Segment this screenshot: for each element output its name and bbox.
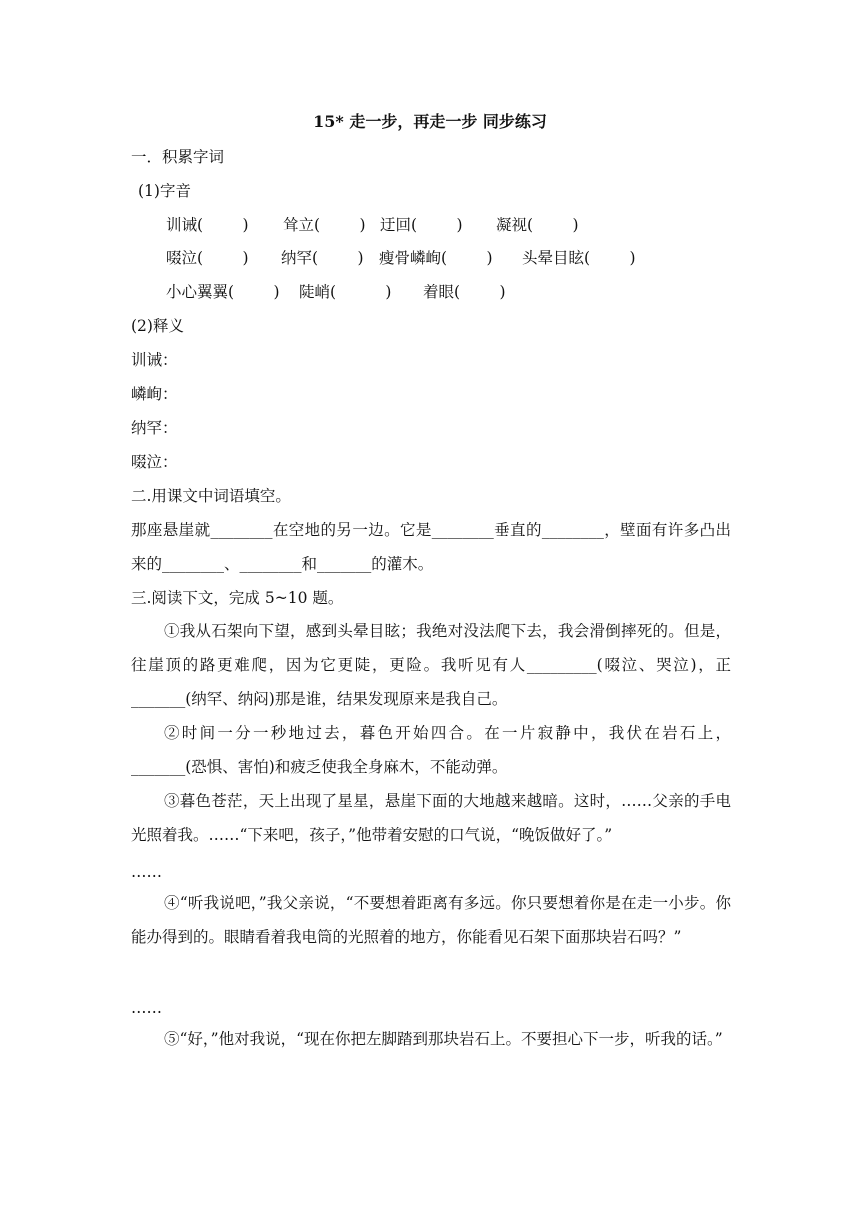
ellipsis: …… — [131, 999, 162, 1017]
reading-paragraph-3: ③暮色苍茫，天上出现了星星，悬崖下面的大地越来越暗。这时，……父亲的手电光照着我。……“下来吧，孩子，”他带着安慰的口气说，“晚饭做好了。” — [131, 792, 731, 844]
pinyin-item: 凝视( ) — [496, 216, 579, 234]
pinyin-item: 小心翼翼( ) — [166, 283, 280, 301]
section2-heading: 二.用课文中词语填空。 — [131, 487, 291, 505]
definition-item: 嶙峋： — [131, 385, 178, 403]
ellipsis: …… — [131, 863, 162, 881]
pinyin-item: 迂回( ) — [380, 216, 463, 234]
reading-paragraph-5: ⑤“好，”他对我说，“现在你把左脚踏到那块岩石上。不要担心下一步，听我的话。” — [164, 1030, 723, 1048]
pinyin-item: 耸立( ) — [283, 216, 366, 234]
pinyin-item: 纳罕( ) — [281, 249, 364, 267]
pinyin-item: 着眼( ) — [423, 283, 506, 301]
reading-paragraph-2: ②时间一分一秒地过去，暮色开始四合。在一片寂静中，我伏在岩石上，_______(恐惧、害怕)和疲乏使我全身麻木，不能动弹。 — [131, 724, 731, 776]
reading-paragraph-4: ④“听我说吧，”我父亲说，“不要想着距离有多远。你只要想着你是在走一小步。你能办得到的。眼睛看着我电筒的光照着的地方，你能看见石架下面那块岩石吗？” — [131, 894, 731, 946]
page-title: 15* 走一步，再走一步 同步练习 — [313, 112, 547, 131]
pinyin-item: 瘦骨嶙峋( ) — [379, 249, 493, 267]
section1-heading: 一．积累字词 — [131, 148, 225, 166]
fill-blank-paragraph: 那座悬崖就________在空地的另一边。它是________垂直的________，壁面有许多凸出来的________、________和_______的灌木。 — [131, 521, 731, 573]
definition-item: 纳罕： — [131, 419, 178, 437]
pinyin-item: 啜泣( ) — [166, 249, 249, 267]
pinyin-item: 训诫( ) — [166, 216, 249, 234]
pinyin-item: 陡峭( ) — [299, 283, 392, 301]
pronunciation-subheading: (1)字音 — [138, 182, 191, 200]
section3-heading: 三.阅读下文，完成 5~10 题。 — [131, 589, 344, 607]
definition-item: 训诫： — [131, 351, 178, 369]
reading-paragraph-1: ①我从石架向下望，感到头晕目眩；我绝对没法爬下去，我会滑倒摔死的。但是，往崖顶的路更难爬，因为它更陡，更险。我听见有人_________(啜泣、哭泣)，正_______(纳罕、纳闷)那是谁，结果发现原来是我自己。 — [131, 622, 731, 708]
definition-subheading: (2)释义 — [131, 317, 184, 335]
pinyin-item: 头晕目眩( ) — [522, 249, 636, 267]
definition-item: 啜泣： — [131, 453, 178, 471]
